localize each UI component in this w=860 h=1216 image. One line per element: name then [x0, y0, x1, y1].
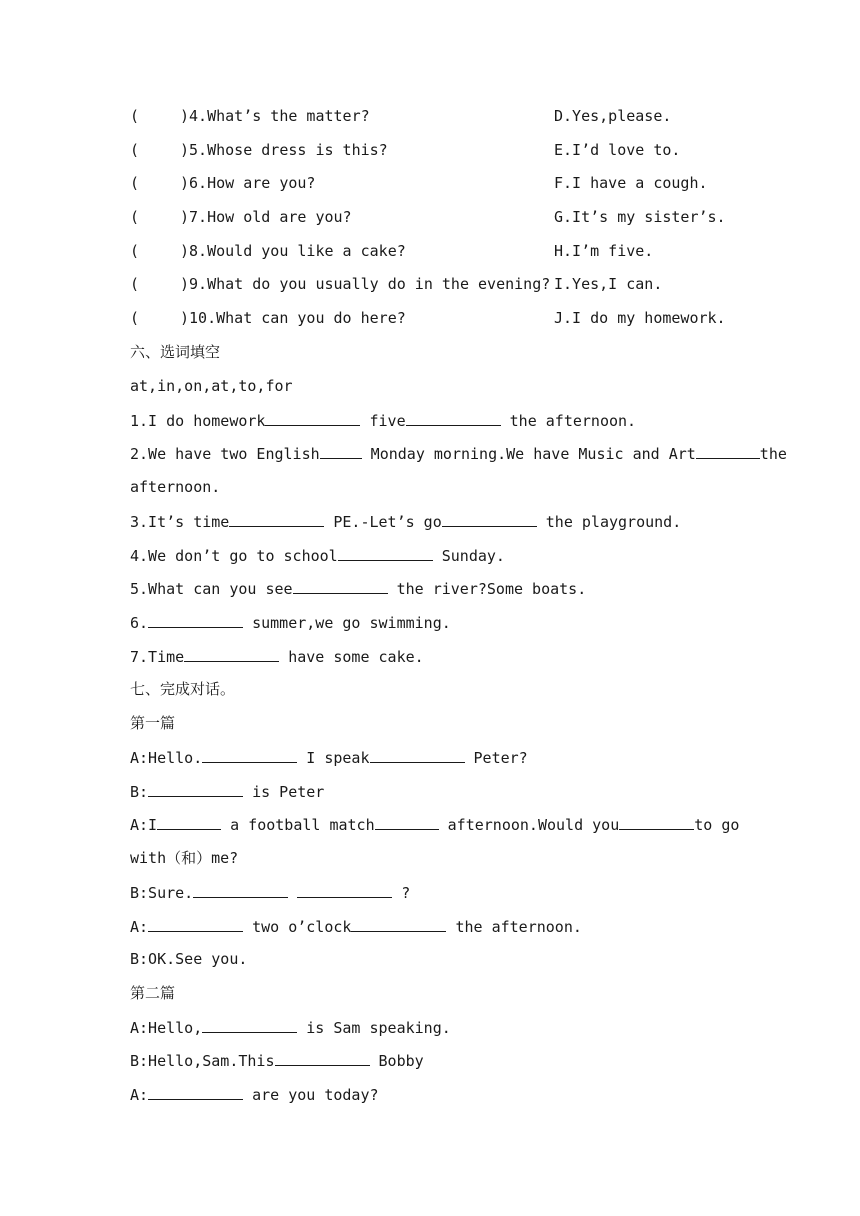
fill-sentence-6: 6. summer,we go swimming. [130, 614, 451, 632]
answer-blank[interactable] [442, 511, 537, 527]
fill-sentence-2: 2.We have two English Monday morning.We have Music and Art the [130, 445, 787, 463]
dialogue-line: B:Hello,Sam.This Bobby [130, 1052, 424, 1070]
dialogue-line: A: two o’clock the afternoon. [130, 918, 582, 936]
matching-answer: D.Yes,please. [554, 107, 672, 125]
answer-blank[interactable] [157, 814, 221, 830]
dialogue-line: A:Hello, is Sam speaking. [130, 1019, 451, 1037]
answer-blank[interactable] [619, 814, 694, 830]
answer-paren-open: ( [130, 309, 140, 327]
section7-heading: 七、完成对话。 [130, 680, 236, 698]
dialogue-line: A:I a football match afternoon.Would you to go [130, 816, 740, 834]
answer-paren-open: ( [130, 208, 140, 226]
answer-blank[interactable] [375, 814, 439, 830]
answer-blank[interactable] [320, 443, 362, 459]
dialogue-2-title: 第二篇 [130, 984, 176, 1002]
answer-blank[interactable] [202, 747, 297, 763]
matching-answer: I.Yes,I can. [554, 275, 663, 293]
dialogue-line: A:Hello. I speak Peter? [130, 749, 528, 767]
answer-blank[interactable] [202, 1017, 297, 1033]
answer-blank[interactable] [184, 646, 279, 662]
answer-blank[interactable] [148, 916, 243, 932]
answer-blank[interactable] [297, 882, 392, 898]
word-options: at,in,on,at,to,for [130, 377, 293, 395]
answer-blank[interactable] [265, 410, 360, 426]
answer-blank[interactable] [351, 916, 446, 932]
dialogue-line: B: is Peter [130, 783, 325, 801]
answer-blank[interactable] [193, 882, 288, 898]
answer-blank[interactable] [148, 612, 243, 628]
fill-sentence-7: 7.Time have some cake. [130, 648, 424, 666]
matching-answer: H.I’m five. [554, 242, 654, 260]
answer-blank[interactable] [338, 545, 433, 561]
matching-answer: F.I have a cough. [554, 174, 708, 192]
matching-question: )6.How are you? [180, 174, 316, 192]
answer-paren-open: ( [130, 174, 140, 192]
matching-answer: G.It’s my sister’s. [554, 208, 726, 226]
answer-paren-open: ( [130, 107, 140, 125]
matching-row [130, 106, 730, 126]
dialogue-line: A: are you today? [130, 1086, 379, 1104]
answer-blank[interactable] [293, 578, 388, 594]
fill-sentence-3: 3.It’s time PE.-Let’s go the playground. [130, 513, 682, 531]
matching-row [130, 308, 730, 328]
fill-sentence-2-cont: afternoon. [130, 478, 221, 496]
answer-blank[interactable] [696, 443, 760, 459]
matching-question: )7.How old are you? [180, 208, 352, 226]
matching-question: )10.What can you do here? [180, 309, 406, 327]
dialogue-line-cont: with（和）me? [130, 849, 239, 867]
matching-question: )8.Would you like a cake? [180, 242, 406, 260]
answer-paren-open: ( [130, 141, 140, 159]
answer-blank[interactable] [370, 747, 465, 763]
answer-blank[interactable] [275, 1050, 370, 1066]
matching-row [130, 274, 730, 294]
answer-blank[interactable] [229, 511, 324, 527]
fill-sentence-4: 4.We don’t go to school Sunday. [130, 547, 505, 565]
answer-blank[interactable] [148, 1084, 243, 1100]
answer-blank[interactable] [148, 781, 243, 797]
matching-row [130, 207, 730, 227]
matching-question: )9.What do you usually do in the evening? [180, 275, 551, 293]
matching-row [130, 241, 730, 261]
answer-paren-open: ( [130, 275, 140, 293]
matching-question: )5.Whose dress is this? [180, 141, 388, 159]
matching-answer: E.I’d love to. [554, 141, 681, 159]
answer-paren-open: ( [130, 242, 140, 260]
fill-sentence-1: 1.I do homework five the afternoon. [130, 412, 637, 430]
section6-heading: 六、选词填空 [130, 343, 221, 361]
matching-question: )4.What’s the matter? [180, 107, 370, 125]
matching-answer: J.I do my homework. [554, 309, 726, 327]
matching-row [130, 140, 730, 160]
dialogue-line: B:Sure. ? [130, 884, 411, 902]
dialogue-1-title: 第一篇 [130, 714, 176, 732]
dialogue-line: B:OK.See you. [130, 950, 248, 968]
fill-sentence-5: 5.What can you see the river?Some boats. [130, 580, 587, 598]
matching-row [130, 173, 730, 193]
answer-blank[interactable] [406, 410, 501, 426]
